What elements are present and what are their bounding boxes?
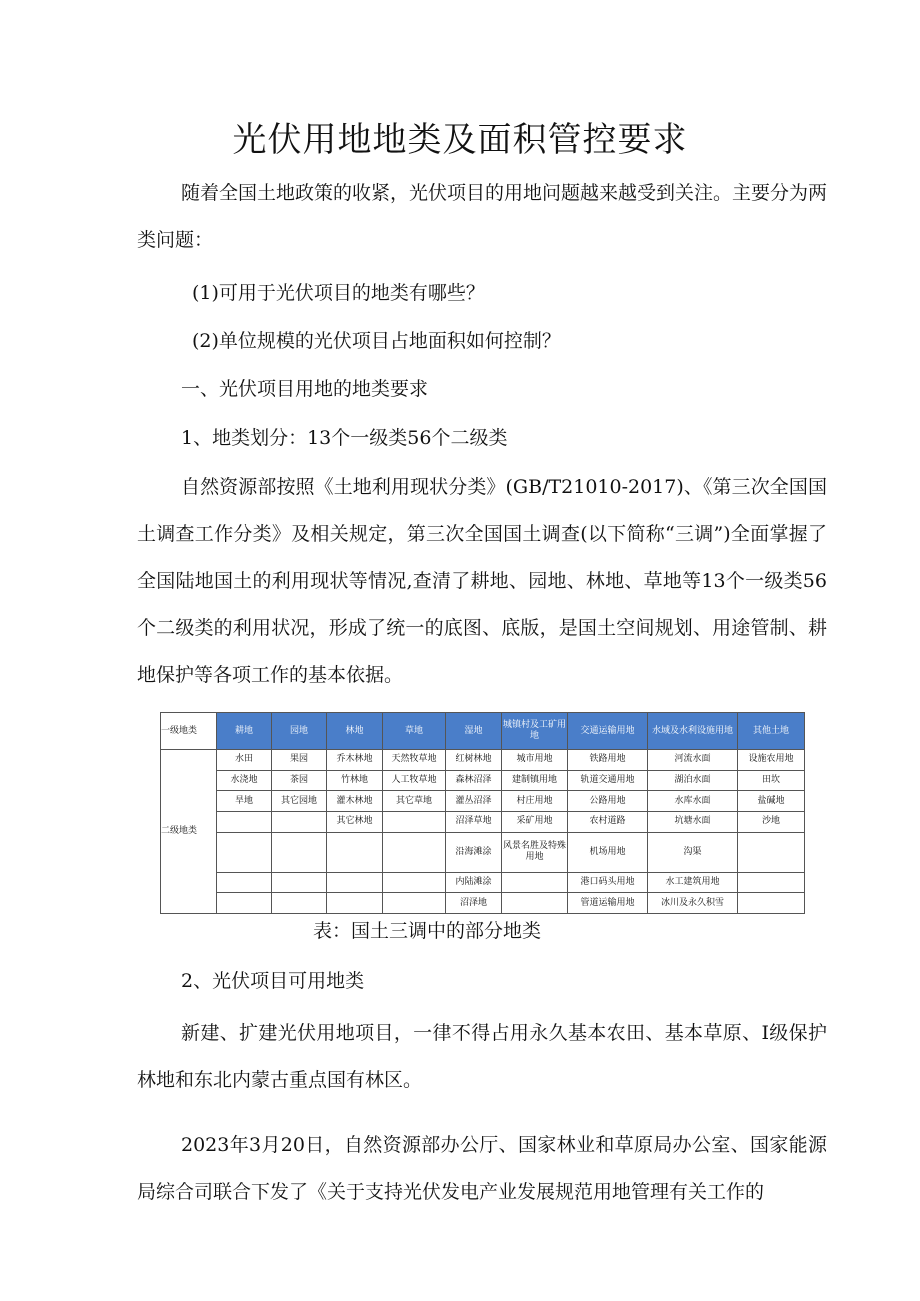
table-header-cell: 草地	[383, 713, 446, 750]
table-cell	[272, 872, 327, 893]
table-cell: 其它园地	[272, 791, 327, 812]
table-cell: 沿海滩涂	[446, 832, 502, 872]
table-cell: 灌木林地	[327, 791, 383, 812]
table-cell: 其它草地	[383, 791, 446, 812]
table-cell	[738, 832, 805, 872]
table-cell: 沼泽地	[446, 893, 502, 914]
intro-paragraph: 随着全国土地政策的收紧，光伏项目的用地问题越来越受到关注。主要分为两类问题：	[137, 182, 828, 251]
table-cell: 风景名胜及特殊用地	[502, 832, 568, 872]
table-cell: 采矿用地	[502, 812, 568, 833]
table-cell	[502, 893, 568, 914]
table-cell: 湖泊水面	[648, 770, 738, 791]
table-cell: 建制镇用地	[502, 770, 568, 791]
land-classification-paragraph: 自然资源部按照《土地利用现状分类》(GB/T21010-2017)、《第三次全国国土调查工作分类》及相关规定，第三次全国国土调查(以下简称“三调”)全面掌握了全国陆地国土的利用现状等情况,查清了耕地、园地、林地、草地等13个一级类56个二级类的利用状况，形成了统一的底图、底版，是国土空间规划、用途管制、耕地保护等各项工作的基本依据。	[137, 476, 827, 686]
table-cell: 水库水面	[648, 791, 738, 812]
table-cell: 设施农用地	[738, 750, 805, 771]
table-cell: 港口码头用地	[568, 872, 648, 893]
land-type-table	[160, 712, 805, 914]
table-cell: 村庄用地	[502, 791, 568, 812]
page-title: 光伏用地地类及面积管控要求	[232, 120, 688, 160]
table-header-cell: 城镇村及工矿用地	[502, 713, 568, 750]
table-cell	[383, 812, 446, 833]
table-cell	[383, 872, 446, 893]
table-cell: 竹林地	[327, 770, 383, 791]
question-2: (2)单位规模的光伏项目占地面积如何控制？	[192, 330, 561, 352]
table-row	[161, 872, 805, 893]
table-cell	[502, 872, 568, 893]
table-row	[161, 770, 805, 791]
table-row-header: 一级地类	[161, 713, 217, 750]
table-cell	[272, 812, 327, 833]
table-cell: 其它林地	[327, 812, 383, 833]
table-row	[161, 750, 805, 771]
table-row-header: 二级地类	[161, 750, 217, 914]
table-cell	[327, 893, 383, 914]
table-cell: 河流水面	[648, 750, 738, 771]
table-cell: 机场用地	[568, 832, 648, 872]
table-header-cell: 湿地	[446, 713, 502, 750]
table-cell: 水田	[217, 750, 272, 771]
table-cell	[217, 812, 272, 833]
table-cell: 城市用地	[502, 750, 568, 771]
table-cell	[217, 872, 272, 893]
table-cell: 红树林地	[446, 750, 502, 771]
table-cell: 内陆滩涂	[446, 872, 502, 893]
table-cell	[327, 832, 383, 872]
table-cell	[383, 832, 446, 872]
table-cell	[383, 893, 446, 914]
table-cell: 沟渠	[648, 832, 738, 872]
table-row	[161, 812, 805, 833]
table-cell	[327, 872, 383, 893]
table-header-cell: 其他土地	[738, 713, 805, 750]
table-cell: 水浇地	[217, 770, 272, 791]
table-cell	[272, 893, 327, 914]
table-cell: 茶园	[272, 770, 327, 791]
table-row	[161, 893, 805, 914]
table-header-cell: 耕地	[217, 713, 272, 750]
section-heading-1: 一、光伏项目用地的地类要求	[181, 378, 429, 400]
table-cell	[738, 893, 805, 914]
table-cell: 管道运输用地	[568, 893, 648, 914]
notice-paragraph: 2023年3月20日，自然资源部办公厅、国家林业和草原局办公室、国家能源局综合司联合下发了《关于支持光伏发电产业发展规范用地管理有关工作的	[137, 1134, 827, 1203]
table-cell: 旱地	[217, 791, 272, 812]
table-cell	[272, 832, 327, 872]
question-1: (1)可用于光伏项目的地类有哪些？	[192, 282, 485, 304]
table-row	[161, 832, 805, 872]
table-cell	[217, 832, 272, 872]
table-cell: 灌丛沼泽	[446, 791, 502, 812]
table-header-cell: 林地	[327, 713, 383, 750]
table-cell: 水工建筑用地	[648, 872, 738, 893]
table-cell: 农村道路	[568, 812, 648, 833]
table-cell: 天然牧草地	[383, 750, 446, 771]
table-cell: 果园	[272, 750, 327, 771]
table-cell: 轨道交通用地	[568, 770, 648, 791]
subheading-1: 1、地类划分：13个一级类56个二级类	[181, 427, 508, 449]
table-header-cell: 水域及水利设施用地	[648, 713, 738, 750]
table-cell: 铁路用地	[568, 750, 648, 771]
table-caption: 表：国土三调中的部分地类	[313, 920, 542, 942]
table-cell: 乔木林地	[327, 750, 383, 771]
table-cell: 田坎	[738, 770, 805, 791]
table-cell: 人工牧草地	[383, 770, 446, 791]
subheading-2: 2、光伏项目可用地类	[181, 970, 365, 992]
table-cell: 森林沼泽	[446, 770, 502, 791]
table-cell: 冰川及永久积雪	[648, 893, 738, 914]
table-cell: 沙地	[738, 812, 805, 833]
table-cell: 盐碱地	[738, 791, 805, 812]
table-row	[161, 791, 805, 812]
table-cell	[217, 893, 272, 914]
table-header-cell: 园地	[272, 713, 327, 750]
table-cell: 沼泽草地	[446, 812, 502, 833]
table-cell	[738, 872, 805, 893]
restriction-paragraph: 新建、扩建光伏用地项目，一律不得占用永久基本农田、基本草原、I级保护林地和东北内蒙古重点国有林区。	[137, 1022, 827, 1091]
table-cell: 公路用地	[568, 791, 648, 812]
table-header-cell: 交通运输用地	[568, 713, 648, 750]
table-cell: 坑塘水面	[648, 812, 738, 833]
table-header-row	[161, 713, 805, 750]
